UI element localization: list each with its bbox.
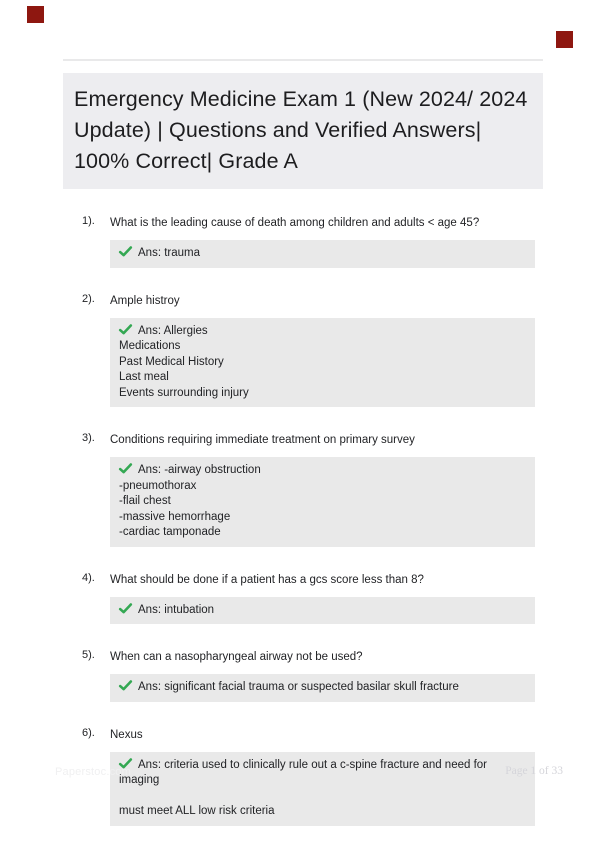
corner-mark-top-right	[556, 31, 573, 48]
question-row	[63, 432, 543, 447]
question-text: What is the leading cause of death among children and adults < age 45?	[110, 217, 480, 229]
title-box	[63, 73, 543, 189]
question-list	[63, 215, 543, 826]
check-icon	[119, 680, 132, 691]
answer-line: -massive hemorrhage	[119, 510, 231, 523]
question-item	[63, 649, 543, 702]
answer-line: Ans: intubation	[119, 602, 526, 619]
question-row	[63, 215, 543, 230]
question-number: 6).	[82, 726, 95, 739]
question-text: Nexus	[110, 728, 143, 741]
question-text: When can a nasopharyngeal airway not be used?	[110, 651, 363, 663]
question-item	[63, 215, 543, 268]
question-text: Conditions requiring immediate treatment on primary survey	[110, 434, 415, 446]
question-row	[63, 572, 543, 587]
check-icon	[119, 246, 132, 257]
page-indicator: Page 1 of 33	[505, 765, 563, 777]
question-number: 1).	[82, 215, 95, 227]
corner-mark-top-left	[27, 6, 44, 23]
question-item	[63, 432, 543, 547]
question-number: 5).	[82, 649, 95, 661]
question-item	[63, 572, 543, 625]
answer-line: Past Medical History	[119, 355, 224, 368]
answer-box	[110, 240, 535, 268]
answer-box	[110, 674, 535, 702]
watermark-text: Paperstoc.com	[55, 766, 131, 778]
answer-box	[110, 318, 535, 408]
header-divider	[63, 59, 543, 61]
check-icon	[119, 463, 132, 474]
answer-box	[110, 597, 535, 625]
check-icon	[119, 324, 132, 335]
question-row	[63, 727, 543, 742]
answer-line: Ans: trauma	[119, 245, 526, 262]
answer-line: Ans: Allergies	[119, 323, 526, 340]
question-text: What should be done if a patient has a gcs score less than 8?	[110, 573, 424, 586]
question-number: 2).	[82, 292, 95, 305]
answer-line: Ans: -airway obstruction	[119, 462, 526, 479]
answer-line: Ans: significant facial trauma or suspected basilar skull fracture	[119, 679, 526, 696]
answer-line	[119, 789, 526, 805]
question-item	[63, 727, 543, 826]
answer-line: must meet ALL low risk criteria	[119, 805, 275, 817]
check-icon	[119, 603, 132, 614]
question-item	[63, 293, 543, 408]
answer-line: Ans: criteria used to clinically rule out a c-spine fracture and need for imaging	[119, 758, 491, 786]
answer-line: -cardiac tamponade	[119, 526, 221, 538]
question-number: 3).	[82, 432, 95, 444]
question-row	[63, 293, 543, 308]
answer-box	[110, 752, 535, 826]
document-title: Emergency Medicine Exam 1 (New 2024/ 2024 Update) | Questions and Verified Answers| 100% Correct| Grade A	[74, 87, 528, 173]
question-text: Ample histroy	[110, 294, 180, 307]
question-number: 4).	[82, 571, 95, 584]
question-row	[63, 649, 543, 664]
document-content	[63, 0, 543, 851]
answer-box	[110, 457, 535, 547]
answer-line: -pneumothorax	[119, 479, 197, 492]
answer-line: -flail chest	[119, 495, 171, 507]
answer-line: Last meal	[119, 371, 169, 383]
answer-line: Medications	[119, 340, 181, 352]
answer-line: Events surrounding injury	[119, 386, 249, 399]
